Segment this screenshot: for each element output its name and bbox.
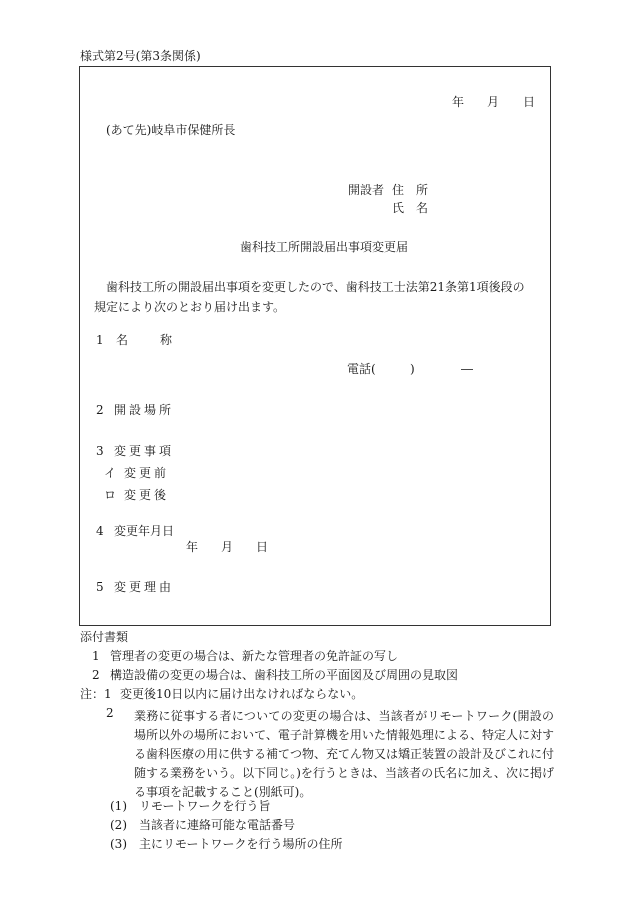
subnote-3-text: 主にリモートワークを行う場所の住所	[139, 837, 343, 851]
item4-year: 年	[186, 540, 199, 554]
attachments-heading: 添付書類	[80, 630, 129, 644]
subnote-1-text: リモートワークを行う旨	[139, 799, 271, 813]
item3-after: 変更後	[124, 488, 170, 502]
item5-label: 変更理由	[114, 580, 175, 594]
item4-month: 月	[221, 540, 234, 554]
form-title: 歯科技工所開設届出事項変更届	[240, 240, 409, 254]
attachment-1-number: 1	[92, 649, 100, 663]
item2-label: 開設場所	[114, 403, 175, 417]
item3-before: 変更前	[124, 466, 170, 480]
applicant-address-label: 住 所	[392, 183, 429, 197]
subnote-2-text: 当該者に連絡可能な電話番号	[139, 818, 296, 832]
intro-text: 歯科技工所の開設届出事項を変更したので、歯科技工士法第21条第1項後段の規定により次のとおり届け出ます。	[94, 280, 525, 314]
item3-before-mark: イ	[104, 466, 117, 480]
item3-number: 3	[96, 444, 104, 458]
subnote-3-number: (3)	[110, 837, 127, 851]
addressee: (あて先)岐阜市保健所長	[106, 123, 236, 137]
item4-label: 変更年月日	[114, 524, 175, 538]
item4-number: 4	[96, 524, 104, 538]
form-box	[79, 66, 551, 626]
attachment-2-text: 構造設備の変更の場合は、歯科技工所の平面図及び周囲の見取図	[110, 668, 459, 682]
attachment-1-text: 管理者の変更の場合は、新たな管理者の免許証の写し	[110, 649, 399, 663]
applicant-role: 開設者	[348, 183, 385, 197]
attachment-2-number: 2	[92, 668, 100, 682]
form-number: 様式第2号(第3条関係)	[80, 49, 201, 63]
phone-dash: ―	[461, 362, 473, 376]
item3-after-mark: ロ	[104, 488, 117, 502]
note-prefix: 注：1	[80, 687, 112, 701]
item3-label: 変更事項	[114, 444, 175, 458]
applicant-name-label: 氏 名	[392, 201, 429, 215]
item4-day: 日	[256, 540, 269, 554]
phone-label: 電話(	[347, 362, 376, 376]
subnote-1-number: (1)	[110, 799, 127, 813]
date-year: 年	[452, 95, 465, 109]
note-2-text: 業務に従事する者についての変更の場合は、当該者がリモートワーク(開設の場所以外の場所において、電子計算機を用いた情報処理による、特定人に対する歯科医療の用に供する補てつ物、充てん物又は矯正装置の設計及びこれに付随する業務をいう。以下同じ。)を行うときは、当該者の氏名に加え、次に掲げる事項を記載すること(別紙可)。	[134, 709, 555, 799]
date-day: 日	[523, 95, 536, 109]
note-1-text: 変更後10日以内に届け出なければならない。	[120, 687, 364, 701]
item1-label-b: 称	[160, 333, 173, 347]
item1-label-a: 名	[116, 333, 129, 347]
phone-close: )	[410, 362, 415, 376]
date-month: 月	[487, 95, 500, 109]
item1-number: 1	[96, 333, 104, 347]
note-2-number: 2	[106, 706, 114, 720]
subnote-2-number: (2)	[110, 818, 127, 832]
item5-number: 5	[96, 580, 104, 594]
item2-number: 2	[96, 403, 104, 417]
